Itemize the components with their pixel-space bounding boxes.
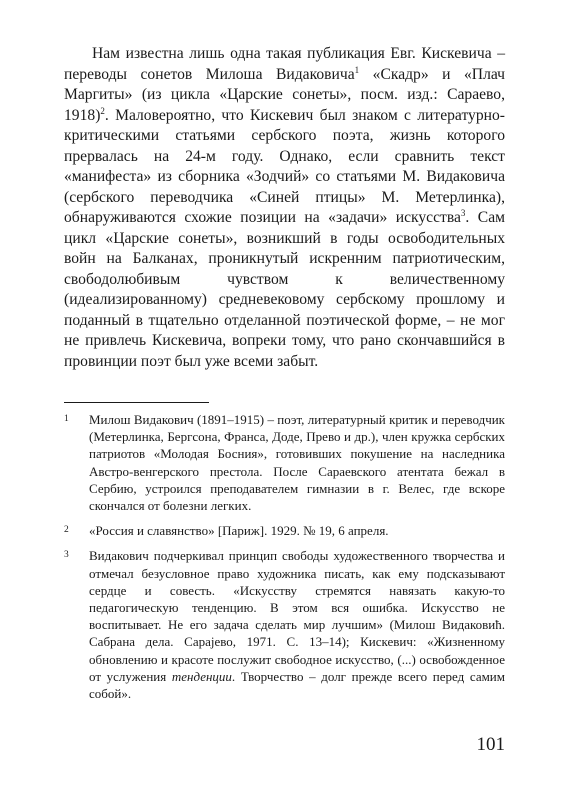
main-text-part-4: . Сам цикл «Царские сонеты», возникший в годы освободительных войн на Балканах, проникнутый искренним патриотическим, свободолюбивым чувством к величественному (идеализированному) средневековому сербскому прошлому и поданный в тщательно отделанной поэтической форме, – не мог не привлечь Кискевича, вопреки тому, что рано скончавшийся в провинции поэт был уже всеми забыт. — [64, 209, 505, 370]
main-text-part-3: . Маловероятно, что Кискевич был знаком с литературно-критическими статьями сербского поэта, жизнь которого прервалась на 24-м году. Однако, если сравнить текст «манифеста» из сборника «Зодчий» со статьями М. Видаковича (сербского переводчика «Синей птицы» М. Метерлинка), обнаруживаются схожие позиции на «задачи» искусства — [64, 106, 505, 226]
footnote-ref-3[interactable]: 3 — [460, 207, 466, 218]
footnote-ref-2[interactable]: 2 — [100, 105, 105, 116]
footnote-text: Милош Видакович (1891–1915) – поэт, литературный критик и переводчик (Метерлинка, Бергсона, Франса, Доде, Прево и др.), член кружка сербских патриотов «Молодая Босния», готовивших покушение на наследника Австро-венгерского престола. После Сараевского атентата бежал в Сербию, устроился преподавателем гимназии в г. Велес, где вскоре скончался от болезни легких. — [89, 412, 505, 514]
footnote-number: 1 — [64, 414, 69, 424]
footnote-number: 3 — [64, 550, 69, 561]
footnote-ref-1[interactable]: 1 — [354, 64, 360, 75]
footnote-text-part: . Творчество – долг прежде всего перед самим собой». — [89, 668, 505, 702]
page-body — [64, 44, 505, 710]
footnote-text-part: Видакович подчеркивал принцип свободы художественного творчества и отмечал безусловное право художника писать, как ему подсказывают сердце и совесть. «Искусству стремятся навязать какую-то педагогическую тенденцию. В этом вся ошибка. Искусство не воспитывает. Не его задача сделать мир лучшим» (Милош Видаковић. Сабрана дела. Сарајево, 1971. С. 13–14); Кискевич: «Жизненному обновлению и красоте послужит свободное искусство, (...) освобожденное от услужения — [89, 548, 505, 684]
footnote-text — [89, 547, 505, 702]
footnote-2 — [64, 522, 505, 539]
page-number: 101 — [476, 734, 505, 755]
footnote-text: «Россия и славянство» [Париж]. 1929. № 19, 6 апреля. — [89, 523, 389, 539]
main-paragraph — [64, 44, 505, 372]
main-text-part-2: «Скадр» и «Плач Маргиты» (из цикла «Царские сонеты», посм. изд.: Сараево, 1918) — [64, 65, 505, 124]
footnote-1 — [64, 411, 505, 514]
footnote-number: 2 — [64, 525, 69, 536]
footnote-3 — [64, 547, 505, 702]
footnote-divider — [64, 402, 209, 403]
footnote-emphasis: тенденции — [171, 668, 232, 684]
main-text-part-1: Нам известна лишь одна такая публикация Евг. Кискевича – переводы сонетов Милоша Видаковича — [64, 45, 505, 83]
